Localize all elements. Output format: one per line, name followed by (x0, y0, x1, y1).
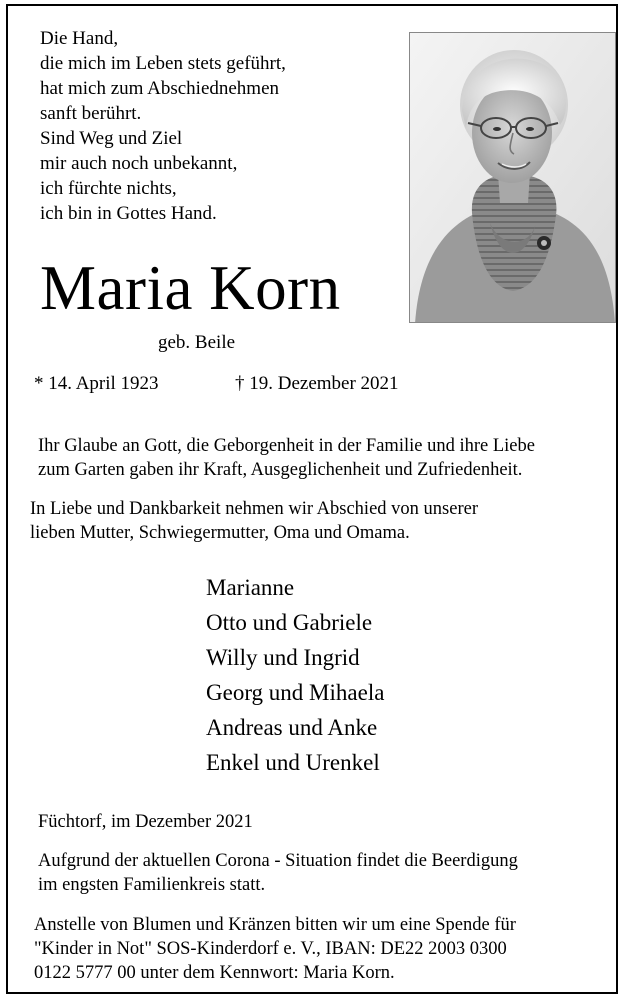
poem-line: hat mich zum Abschiednehmen (40, 78, 280, 99)
birth-name: geb. Beile (158, 332, 236, 353)
paragraph-line: im engsten Familienkreis statt. (38, 875, 266, 895)
portrait-illustration (410, 33, 616, 323)
paragraph-line: 0122 5777 00 unter dem Kennwort: Maria Korn. (34, 963, 395, 983)
obituary-notice (6, 4, 618, 994)
poem-line: ich bin in Gottes Hand. (40, 203, 217, 224)
mourner-name: Willy und Ingrid (206, 645, 360, 670)
paragraph-line: In Liebe und Dankbarkeit nehmen wir Abschied von unserer (30, 499, 478, 519)
paragraph-line: Aufgrund der aktuellen Corona - Situation findet die Beerdigung (38, 851, 518, 871)
tribute-paragraph (38, 434, 613, 482)
donation-paragraph (34, 913, 614, 985)
poem-line: mir auch noch unbekannt, (40, 153, 238, 174)
portrait-photo (409, 32, 616, 323)
mourner-name: Otto und Gabriele (206, 610, 373, 635)
poem-line: Die Hand, (40, 28, 119, 49)
poem-line: die mich im Leben stets geführt, (40, 53, 286, 74)
poem-line: ich fürchte nichts, (40, 178, 177, 199)
deceased-name: Maria Korn (40, 253, 341, 323)
poem (40, 26, 370, 226)
poem-line: sanft berührt. (40, 103, 142, 124)
paragraph-line: Ihr Glaube an Gott, die Geborgenheit in der Familie und ihre Liebe (38, 436, 535, 456)
farewell-paragraph (30, 497, 610, 545)
poem-line: Sind Weg und Ziel (40, 128, 183, 149)
mourners-list (206, 570, 384, 780)
mourner-name: Marianne (206, 575, 295, 600)
mourner-name: Georg und Mihaela (206, 680, 385, 705)
mourner-name: Andreas und Anke (206, 715, 378, 740)
paragraph-line: "Kinder in Not" SOS-Kinderdorf e. V., IBAN: DE22 2003 0300 (34, 939, 507, 959)
place-and-date: Füchtorf, im Dezember 2021 (38, 812, 253, 832)
paragraph-line: zum Garten gaben ihr Kraft, Ausgeglichenheit und Zufriedenheit. (38, 460, 523, 480)
mourner-name: Enkel und Urenkel (206, 750, 380, 775)
death-date: † 19. Dezember 2021 (235, 373, 399, 394)
paragraph-line: Anstelle von Blumen und Kränzen bitten wir um eine Spende für (34, 915, 516, 935)
paragraph-line: lieben Mutter, Schwiegermutter, Oma und Omama. (30, 523, 410, 543)
funeral-paragraph (38, 849, 613, 897)
birth-date: * 14. April 1923 (34, 373, 159, 394)
